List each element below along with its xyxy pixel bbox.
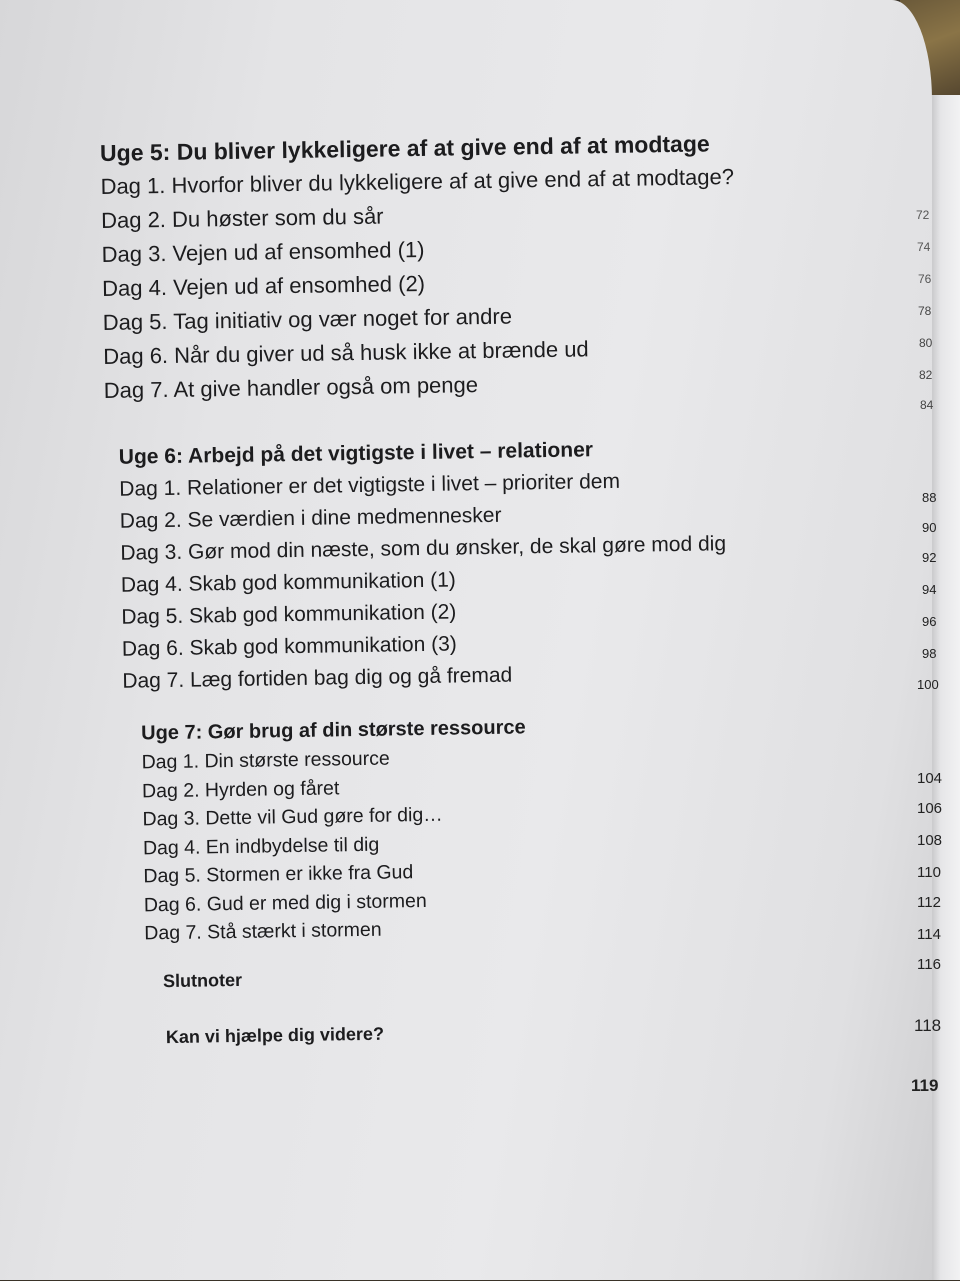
page-number: 94 [922,582,937,597]
toc-entry: Dag 7. Læg fortiden bag dig og gå fremad [122,663,513,693]
toc-entry: Dag 7. Stå stærkt i stormen [144,918,382,945]
page-number: 82 [919,368,933,382]
page-number: 88 [922,490,937,505]
toc-section-week-6 [119,432,729,697]
page-number: 119 [911,1076,939,1095]
page-number: 106 [917,800,943,817]
page-number: 108 [917,832,943,849]
toc-section-week-7 [141,713,529,948]
toc-entry: Dag 4. Skab god kommunikation (1) [120,568,456,597]
page-number: 80 [919,336,933,350]
toc-entry: Dag 3. Dette vil Gud gøre for dig… [142,803,443,831]
toc-entry: Dag 5. Stormen er ikke fra Gud [143,861,414,888]
page-number: 84 [920,398,934,412]
page-number: 104 [917,770,943,787]
page-number: 90 [922,520,937,535]
section-title: Uge 6: Arbejd på det vigtigste i livet – relationer [118,438,594,469]
page-number: 72 [916,208,930,222]
page-number: 96 [922,614,937,629]
page-number: 98 [922,646,937,661]
toc-section-week-5 [100,126,738,408]
section-title: Uge 7: Gør brug af din største ressource [140,716,526,745]
page-number: 116 [917,956,941,973]
toc-entry: Dag 6. Gud er med dig i stormen [143,889,427,916]
page-number: 92 [922,550,937,565]
page-number: 112 [917,894,941,911]
page-number: 76 [918,272,932,286]
toc-entry: Dag 6. Når du giver ud så husk ikke at brænde ud [103,336,589,369]
toc-entry: Dag 2. Hyrden og fåret [141,776,340,802]
section-title: Uge 5: Du bliver lykkeligere af at give end af at modtage [99,130,710,166]
page-number: 74 [917,240,931,254]
toc-entry: Dag 2. Du høster som du sår [100,203,384,233]
toc-entry: Dag 6. Skab god kommunikation (3) [121,632,457,661]
toc-entry: Dag 1. Din største ressource [141,747,390,774]
toc-entry-slutnoter: Slutnoter [162,969,243,992]
toc-entry: Dag 7. At give handler også om penge [103,372,479,403]
page-number: 118 [914,1016,942,1035]
toc-entry: Dag 1. Relationer er det vigtigste i livet – prioriter dem [119,469,621,501]
toc-entry: Dag 5. Tag initiativ og vær noget for andre [102,303,513,335]
toc-entry: Dag 5. Skab god kommunikation (2) [121,600,457,629]
toc-entry: Dag 4. En indbydelse til dig [142,833,380,859]
toc-entry: Dag 3. Gør mod din næste, som du ønsker, de skal gøre mod dig [120,532,727,565]
toc-entry: Dag 2. Se værdien i dine medmennesker [119,503,502,533]
page-number: 110 [917,864,941,881]
page-number: 78 [918,304,932,318]
toc-entry: Dag 4. Vejen ud af ensomhed (2) [101,270,426,301]
toc-entry-help: Kan vi hjælpe dig videre? [165,1023,385,1048]
toc-entry: Dag 1. Hvorfor bliver du lykkeligere af at give end af at modtage? [100,164,735,199]
page-number: 100 [917,677,939,692]
page-number: 114 [917,926,941,943]
toc-entry: Dag 3. Vejen ud af ensomhed (1) [101,236,425,267]
